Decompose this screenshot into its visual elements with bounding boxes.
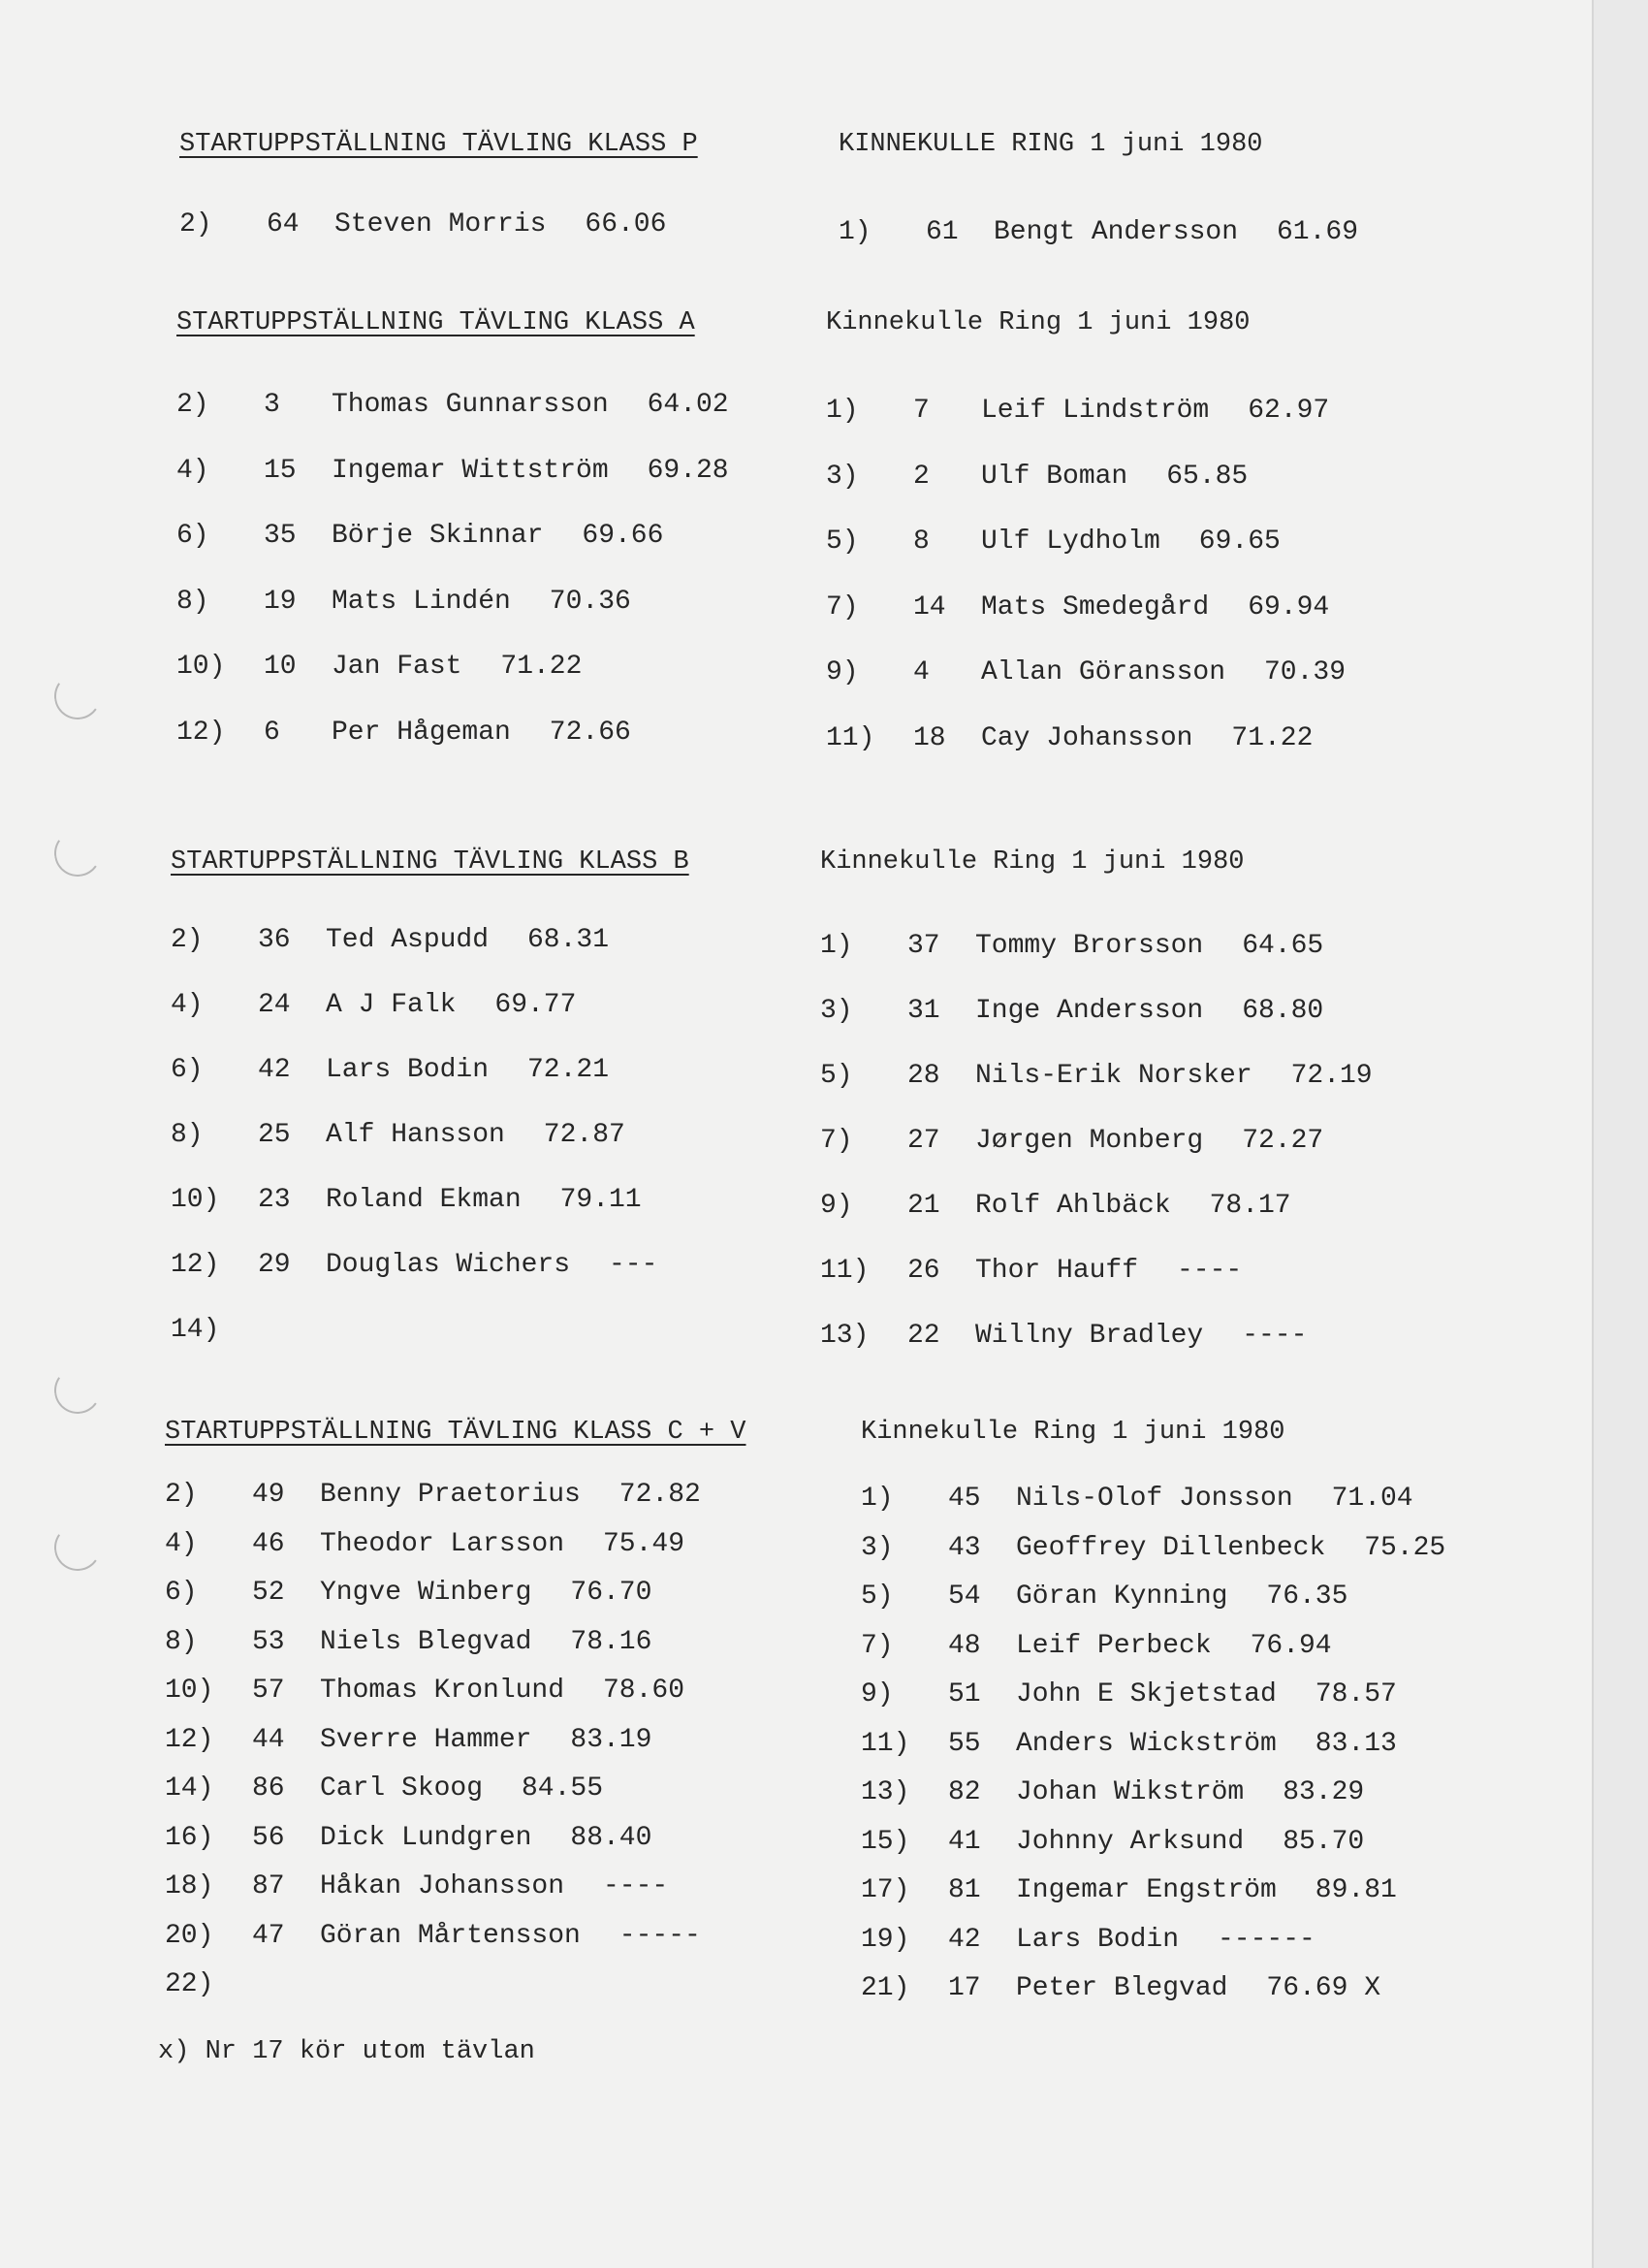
car-number: 48 <box>948 1630 981 1661</box>
start-position: 14) <box>171 1315 220 1345</box>
driver-name: Yngve Winberg <box>320 1578 532 1608</box>
section-heading: STARTUPPSTÄLLNING TÄVLING KLASS P <box>179 130 698 159</box>
start-position: 14) <box>165 1773 214 1804</box>
start-position: 9) <box>820 1191 853 1221</box>
qualifying-time: 89.81 <box>1315 1875 1397 1905</box>
driver-name: Benny Praetorius <box>320 1480 581 1510</box>
driver-name: Tommy Brorsson <box>975 931 1204 961</box>
start-position: 1) <box>826 396 859 426</box>
car-number: 24 <box>258 990 291 1020</box>
start-position: 6) <box>171 1055 204 1085</box>
driver-name: Dick Lundgren <box>320 1822 532 1853</box>
car-number: 17 <box>948 1973 981 2003</box>
driver-name: Steven Morris <box>334 209 547 240</box>
start-position: 2) <box>171 925 204 955</box>
car-number: 7 <box>913 396 930 426</box>
driver-name: Thomas Kronlund <box>320 1676 565 1706</box>
car-number: 57 <box>252 1676 285 1706</box>
qualifying-time: 69.28 <box>647 455 729 486</box>
qualifying-time: 68.80 <box>1242 996 1324 1026</box>
start-position: 19) <box>861 1924 910 1955</box>
section-venue-date: Kinnekulle Ring 1 juni 1980 <box>820 847 1245 877</box>
qualifying-time: 65.85 <box>1166 461 1249 492</box>
start-position: 15) <box>861 1826 910 1857</box>
car-number: 61 <box>926 217 959 247</box>
driver-name: Johnny Arksund <box>1016 1826 1245 1857</box>
qualifying-time: 70.39 <box>1264 657 1347 687</box>
car-number: 46 <box>252 1528 285 1559</box>
driver-name: Lars Bodin <box>1016 1924 1180 1955</box>
start-position: 1) <box>839 217 872 247</box>
start-position: 8) <box>165 1626 198 1657</box>
car-number: 36 <box>258 925 291 955</box>
car-number: 19 <box>264 586 297 617</box>
start-position: 12) <box>176 717 226 748</box>
start-position: 5) <box>820 1061 853 1091</box>
car-number: 45 <box>948 1484 981 1514</box>
driver-name: Lars Bodin <box>326 1055 490 1085</box>
car-number: 6 <box>264 717 280 748</box>
driver-name: Mats Lindén <box>332 586 511 617</box>
car-number: 2 <box>913 461 930 492</box>
start-position: 13) <box>820 1321 870 1351</box>
car-number: 14 <box>913 591 946 623</box>
car-number: 28 <box>907 1061 940 1091</box>
car-number: 15 <box>264 455 297 486</box>
qualifying-time: 69.94 <box>1248 591 1330 623</box>
qualifying-time: 64.65 <box>1242 931 1324 961</box>
qualifying-time: --- <box>609 1250 658 1280</box>
car-number: 81 <box>948 1875 981 1905</box>
driver-name: Nils-Olof Jonsson <box>1016 1484 1293 1514</box>
start-position: 8) <box>176 586 209 617</box>
start-position: 2) <box>179 209 212 240</box>
driver-name: Thomas Gunnarsson <box>332 390 609 420</box>
qualifying-time: 78.17 <box>1209 1191 1291 1221</box>
car-number: 56 <box>252 1822 285 1853</box>
driver-name: Leif Lindström <box>981 396 1210 426</box>
car-number: 82 <box>948 1777 981 1807</box>
driver-name: Ted Aspudd <box>326 925 490 955</box>
driver-name: Roland Ekman <box>326 1185 522 1215</box>
start-position: 13) <box>861 1777 910 1807</box>
car-number: 86 <box>252 1773 285 1804</box>
car-number: 51 <box>948 1679 981 1709</box>
driver-name: Thor Hauff <box>975 1256 1139 1286</box>
qualifying-time: 76.94 <box>1250 1630 1332 1661</box>
car-number: 43 <box>948 1532 981 1563</box>
car-number: 42 <box>948 1924 981 1955</box>
start-position: 11) <box>820 1256 870 1286</box>
qualifying-time: 75.49 <box>603 1528 685 1559</box>
start-position: 11) <box>826 722 875 753</box>
start-position: 16) <box>165 1822 214 1853</box>
start-position: 2) <box>176 390 209 420</box>
car-number: 44 <box>252 1724 285 1755</box>
car-number: 41 <box>948 1826 981 1857</box>
driver-name: Jørgen Monberg <box>975 1126 1204 1156</box>
qualifying-time: 78.16 <box>570 1626 652 1657</box>
qualifying-time: 72.82 <box>618 1480 701 1510</box>
punch-hole-icon <box>50 669 105 723</box>
car-number: 64 <box>267 209 300 240</box>
qualifying-time: 76.70 <box>570 1578 652 1608</box>
start-position: 4) <box>165 1528 198 1559</box>
driver-name: Carl Skoog <box>320 1773 484 1804</box>
qualifying-time: 71.04 <box>1331 1484 1413 1514</box>
driver-name: Ingemar Wittström <box>332 455 609 486</box>
start-position: 22) <box>165 1969 214 1999</box>
driver-name: Leif Perbeck <box>1016 1630 1212 1661</box>
start-position: 11) <box>861 1728 910 1759</box>
car-number: 22 <box>907 1321 940 1351</box>
qualifying-time: 69.65 <box>1198 527 1281 557</box>
driver-name: Anders Wickström <box>1016 1728 1277 1759</box>
qualifying-time: 68.31 <box>527 925 610 955</box>
driver-name: Göran Mårtensson <box>320 1920 581 1951</box>
car-number: 35 <box>264 521 297 551</box>
driver-name: Willny Bradley <box>975 1321 1204 1351</box>
driver-name: Alf Hansson <box>326 1120 505 1150</box>
qualifying-time: 69.77 <box>494 990 577 1020</box>
section-heading: STARTUPPSTÄLLNING TÄVLING KLASS C + V <box>165 1418 746 1447</box>
driver-name: Allan Göransson <box>981 657 1226 687</box>
car-number: 47 <box>252 1920 285 1951</box>
car-number: 42 <box>258 1055 291 1085</box>
qualifying-time: 70.36 <box>549 586 631 617</box>
start-position: 6) <box>165 1578 198 1608</box>
driver-name: Geoffrey Dillenbeck <box>1016 1532 1326 1563</box>
car-number: 49 <box>252 1480 285 1510</box>
driver-name: Johan Wikström <box>1016 1777 1245 1807</box>
driver-name: Peter Blegvad <box>1016 1973 1228 2003</box>
qualifying-time: 62.97 <box>1248 396 1330 426</box>
start-position: 7) <box>826 591 859 623</box>
qualifying-time: 76.35 <box>1266 1581 1348 1612</box>
qualifying-time: ----- <box>618 1920 701 1951</box>
start-position: 7) <box>861 1630 894 1661</box>
punch-hole-icon <box>50 826 105 880</box>
start-position: 3) <box>826 461 859 492</box>
car-number: 4 <box>913 657 930 687</box>
driver-name: Börje Skinnar <box>332 521 544 551</box>
qualifying-time: 84.55 <box>522 1773 604 1804</box>
section-venue-date: Kinnekulle Ring 1 juni 1980 <box>861 1418 1285 1447</box>
start-position: 7) <box>820 1126 853 1156</box>
car-number: 29 <box>258 1250 291 1280</box>
driver-name: Ulf Lydholm <box>981 527 1160 557</box>
qualifying-time: 83.29 <box>1283 1777 1365 1807</box>
qualifying-time: 88.40 <box>570 1822 652 1853</box>
driver-name: Nils-Erik Norsker <box>975 1061 1252 1091</box>
start-position: 3) <box>861 1532 894 1563</box>
qualifying-time: 72.27 <box>1242 1126 1324 1156</box>
driver-name: Sverre Hammer <box>320 1724 532 1755</box>
car-number: 26 <box>907 1256 940 1286</box>
start-position: 5) <box>861 1581 894 1612</box>
qualifying-time: 72.66 <box>549 717 631 748</box>
start-position: 10) <box>165 1676 214 1706</box>
section-venue-date: Kinnekulle Ring 1 juni 1980 <box>826 308 1251 337</box>
driver-name: Göran Kynning <box>1016 1581 1228 1612</box>
car-number: 52 <box>252 1578 285 1608</box>
start-position: 12) <box>171 1250 220 1280</box>
qualifying-time: 71.22 <box>500 652 583 682</box>
qualifying-time: 61.69 <box>1277 217 1359 247</box>
qualifying-time: 78.57 <box>1315 1679 1397 1709</box>
driver-name: Douglas Wichers <box>326 1250 571 1280</box>
qualifying-time: 85.70 <box>1283 1826 1365 1857</box>
driver-name: John E Skjetstad <box>1016 1679 1277 1709</box>
qualifying-time: 76.69 X <box>1266 1973 1381 2003</box>
car-number: 25 <box>258 1120 291 1150</box>
qualifying-time: 72.21 <box>527 1055 610 1085</box>
driver-name: Håkan Johansson <box>320 1871 565 1901</box>
driver-name: Inge Andersson <box>975 996 1204 1026</box>
start-position: 18) <box>165 1871 214 1901</box>
qualifying-time: 78.60 <box>603 1676 685 1706</box>
car-number: 37 <box>907 931 940 961</box>
qualifying-time: 64.02 <box>647 390 729 420</box>
driver-name: Ulf Boman <box>981 461 1128 492</box>
car-number: 53 <box>252 1626 285 1657</box>
start-position: 5) <box>826 527 859 557</box>
driver-name: Ingemar Engström <box>1016 1875 1277 1905</box>
qualifying-time: 66.06 <box>585 209 667 240</box>
start-position: 6) <box>176 521 209 551</box>
footnote: x) Nr 17 kör utom tävlan <box>158 2037 535 2066</box>
qualifying-time: 75.25 <box>1364 1532 1446 1563</box>
car-number: 31 <box>907 996 940 1026</box>
driver-name: Bengt Andersson <box>994 217 1239 247</box>
start-position: 4) <box>171 990 204 1020</box>
driver-name: Per Hågeman <box>332 717 511 748</box>
section-heading: STARTUPPSTÄLLNING TÄVLING KLASS A <box>176 308 695 337</box>
start-position: 4) <box>176 455 209 486</box>
car-number: 3 <box>264 390 280 420</box>
start-position: 17) <box>861 1875 910 1905</box>
qualifying-time: 83.19 <box>570 1724 652 1755</box>
car-number: 21 <box>907 1191 940 1221</box>
driver-name: Theodor Larsson <box>320 1528 565 1559</box>
start-position: 20) <box>165 1920 214 1951</box>
start-position: 9) <box>861 1679 894 1709</box>
section-venue-date: KINNEKULLE RING 1 juni 1980 <box>839 130 1263 159</box>
start-position: 9) <box>826 657 859 687</box>
start-position: 3) <box>820 996 853 1026</box>
car-number: 54 <box>948 1581 981 1612</box>
car-number: 10 <box>264 652 297 682</box>
driver-name: Jan Fast <box>332 652 462 682</box>
driver-name: Cay Johansson <box>981 722 1193 753</box>
qualifying-time: ---- <box>1177 1256 1243 1286</box>
section-heading: STARTUPPSTÄLLNING TÄVLING KLASS B <box>171 847 689 877</box>
start-position: 10) <box>171 1185 220 1215</box>
start-position: 1) <box>861 1484 894 1514</box>
start-position: 1) <box>820 931 853 961</box>
start-position: 21) <box>861 1973 910 2003</box>
qualifying-time: ---- <box>1242 1321 1308 1351</box>
driver-name: Mats Smedegård <box>981 591 1210 623</box>
qualifying-time: 71.22 <box>1231 722 1314 753</box>
start-position: 10) <box>176 652 226 682</box>
driver-name: Niels Blegvad <box>320 1626 532 1657</box>
qualifying-time: 72.87 <box>543 1120 625 1150</box>
qualifying-time: ---- <box>603 1871 669 1901</box>
start-position: 2) <box>165 1480 198 1510</box>
punch-hole-icon <box>50 1520 105 1575</box>
qualifying-time: 83.13 <box>1315 1728 1397 1759</box>
car-number: 18 <box>913 722 946 753</box>
qualifying-time: 72.19 <box>1290 1061 1373 1091</box>
qualifying-time: 69.66 <box>582 521 664 551</box>
driver-name: Rolf Ahlbäck <box>975 1191 1171 1221</box>
punch-hole-icon <box>50 1363 105 1418</box>
driver-name: A J Falk <box>326 990 457 1020</box>
start-position: 12) <box>165 1724 214 1755</box>
start-position: 8) <box>171 1120 204 1150</box>
car-number: 55 <box>948 1728 981 1759</box>
car-number: 23 <box>258 1185 291 1215</box>
car-number: 87 <box>252 1871 285 1901</box>
qualifying-time: ------ <box>1218 1924 1315 1955</box>
car-number: 27 <box>907 1126 940 1156</box>
car-number: 8 <box>913 527 930 557</box>
qualifying-time: 79.11 <box>559 1185 642 1215</box>
